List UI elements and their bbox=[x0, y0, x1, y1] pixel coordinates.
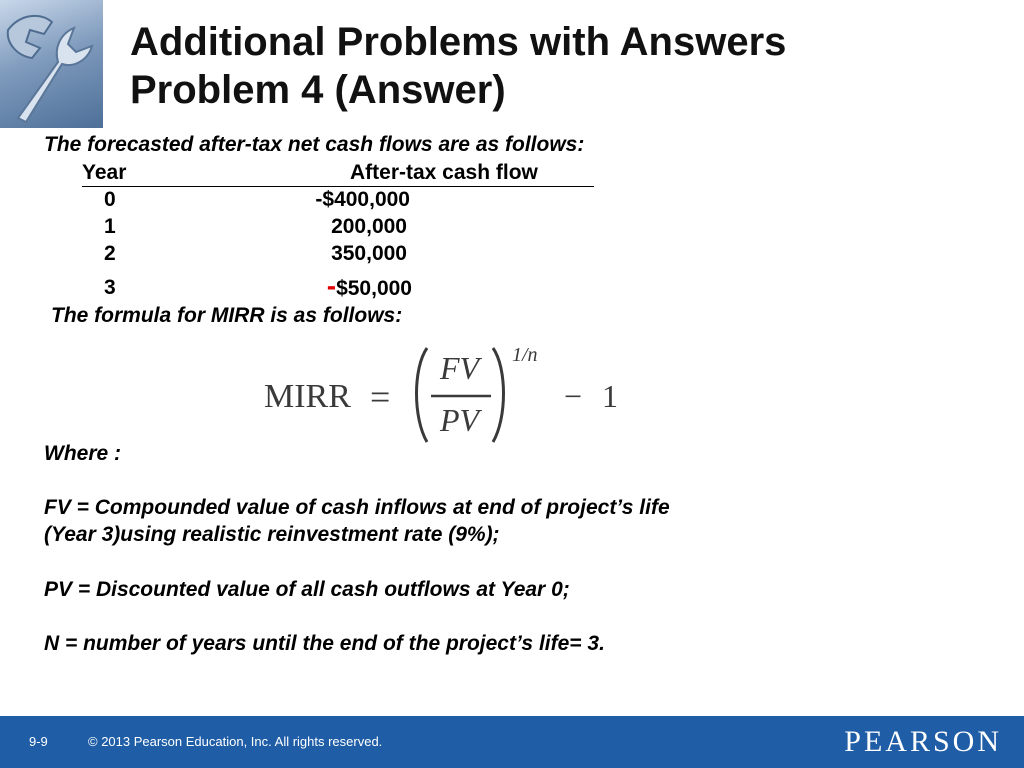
row-year: 1 bbox=[104, 215, 116, 238]
formula-minus: − bbox=[564, 378, 583, 414]
row-amount: -$400,000 bbox=[315, 188, 410, 211]
formula-exponent: 1/n bbox=[512, 344, 538, 366]
pv-definition: PV = Discounted value of all cash outflows at Year 0; bbox=[44, 578, 570, 601]
formula-one: 1 bbox=[602, 378, 618, 414]
cash-flow-table-header bbox=[82, 160, 594, 187]
footer-bar bbox=[0, 716, 1024, 768]
row-year: 0 bbox=[104, 188, 116, 211]
table-row bbox=[0, 188, 560, 215]
row-amount: 350,000 bbox=[331, 242, 407, 265]
negative-sign: - bbox=[326, 270, 337, 301]
formula-equals: = bbox=[370, 377, 391, 417]
slide-title bbox=[130, 18, 786, 114]
fv-definition-line-2: (Year 3)using realistic reinvestment rate (9%); bbox=[44, 523, 500, 546]
table-row bbox=[0, 270, 560, 303]
n-definition: N = number of years until the end of the project’s life= 3. bbox=[44, 632, 605, 655]
formula-lhs: MIRR bbox=[264, 378, 351, 415]
mirr-formula bbox=[260, 340, 650, 450]
row-amount: 200,000 bbox=[331, 215, 407, 238]
row-year: 3 bbox=[104, 276, 116, 299]
column-header-cash-flow: After-tax cash flow bbox=[350, 161, 538, 184]
fv-definition-line-1: FV = Compounded value of cash inflows at end of project’s life bbox=[44, 496, 670, 519]
row-amount bbox=[326, 270, 412, 301]
formula-intro: The formula for MIRR is as follows: bbox=[51, 304, 403, 327]
copyright-text: © 2013 Pearson Education, Inc. All rights reserved. bbox=[88, 734, 383, 749]
formula-numerator: FV bbox=[440, 350, 480, 386]
table-row bbox=[0, 242, 560, 269]
page-number: 9-9 bbox=[29, 734, 48, 749]
column-header-year: Year bbox=[82, 161, 127, 184]
intro-text: The forecasted after-tax net cash flows are as follows: bbox=[44, 133, 585, 156]
table-row bbox=[0, 215, 560, 242]
title-line-1: Additional Problems with Answers bbox=[130, 20, 787, 64]
row-amount-value: $50,000 bbox=[336, 277, 412, 300]
where-label: Where : bbox=[44, 442, 122, 465]
formula-denominator: PV bbox=[440, 402, 480, 438]
row-year: 2 bbox=[104, 242, 116, 265]
wrench-logo-tile bbox=[0, 0, 103, 128]
title-line-2: Problem 4 (Answer) bbox=[130, 68, 506, 112]
pearson-logo: PEARSON bbox=[844, 725, 1002, 758]
wrench-icon bbox=[0, 0, 103, 128]
